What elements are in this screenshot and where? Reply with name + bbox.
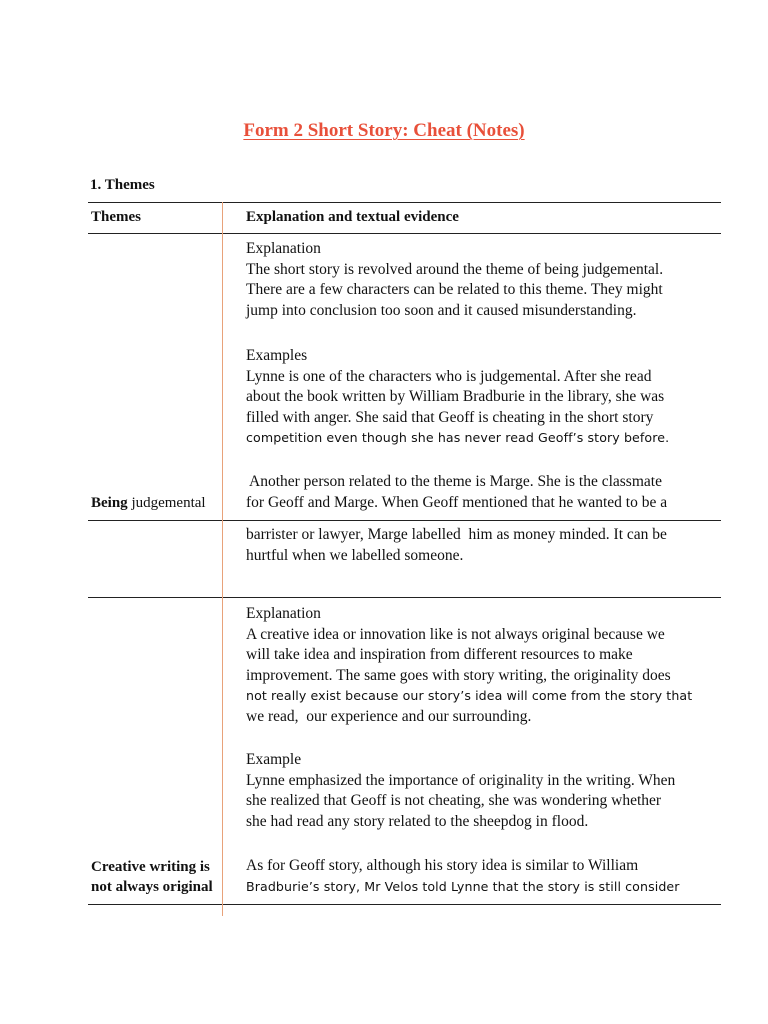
row2-geoff-block (246, 856, 726, 897)
section-heading-themes: 1. Themes (90, 177, 155, 193)
explanation-line: There are a few characters can be related to this theme. They might (246, 281, 663, 298)
explanation-line: will take idea and inspiration from different resources to make (246, 646, 633, 663)
theme-creative-writing (91, 857, 213, 897)
marge-line: for Geoff and Marge. When Geoff mentioned that he wanted to be a (246, 493, 668, 511)
row1-continuation-block (246, 525, 726, 566)
geoff-line: As for Geoff story, although his story idea is similar to William (246, 857, 639, 874)
continuation-line: barrister or lawyer, Marge labelled him as money minded. It can be (246, 526, 667, 543)
explanation-label: Explanation (246, 605, 321, 622)
explanation-label: Explanation (246, 240, 321, 257)
example-line: she realized that Geoff is not cheating, she was wondering whether (246, 792, 662, 809)
row1-marge-block (246, 472, 726, 513)
theme-being-judgemental (91, 493, 206, 513)
row2-explanation-block (246, 604, 726, 727)
row2-example-block (246, 750, 726, 832)
row1-examples-block (246, 346, 726, 449)
document-title (0, 120, 768, 142)
table-bottom-rule (88, 904, 721, 905)
example-label: Example (246, 751, 302, 768)
table-header-rule (88, 233, 721, 234)
document-title-text: Form 2 Short Story: Cheat (Notes) (243, 120, 525, 141)
explanation-line: jump into conclusion too soon and it caused misunderstanding. (246, 301, 637, 319)
theme-bold-word: Being (91, 495, 128, 511)
explanation-line: The short story is revolved around the theme of being judgemental. (246, 260, 664, 278)
marge-line: Another person related to the theme is Marge. She is the classmate (246, 473, 662, 490)
column-header-themes: Themes (91, 209, 141, 225)
table-top-rule (88, 202, 721, 203)
table-row-rule (88, 597, 721, 598)
explanation-line: A creative idea or innovation like is not always original because we (246, 625, 665, 643)
example-line: Lynne emphasized the importance of originality in the writing. When (246, 771, 676, 789)
column-header-explanation: Explanation and textual evidence (246, 209, 459, 225)
row1-explanation-block (246, 239, 726, 321)
example-line: she had read any story related to the sheepdog in flood. (246, 812, 589, 830)
explanation-line: improvement. The same goes with story writing, the originality does (246, 666, 671, 684)
table-column-divider (222, 202, 223, 916)
examples-line: Lynne is one of the characters who is judgemental. After she read (246, 367, 652, 385)
examples-line: competition even though she has never read Geoff’s story before. (246, 430, 670, 445)
theme-rest-text: judgemental (127, 495, 206, 511)
theme-line: not always original (91, 879, 213, 895)
table-row-rule (88, 520, 721, 521)
continuation-line: hurtful when we labelled someone. (246, 546, 464, 564)
theme-line: Creative writing is (91, 859, 210, 875)
explanation-line: we read, our experience and our surrounding. (246, 707, 532, 725)
examples-line: about the book written by William Bradburie in the library, she was (246, 388, 665, 405)
examples-line: filled with anger. She said that Geoff is cheating in the short story (246, 408, 654, 426)
explanation-line: not really exist because our story’s idea will come from the story that (246, 688, 693, 703)
geoff-line: Bradburie’s story, Mr Velos told Lynne that the story is still consider (246, 878, 680, 894)
examples-label: Examples (246, 347, 308, 364)
